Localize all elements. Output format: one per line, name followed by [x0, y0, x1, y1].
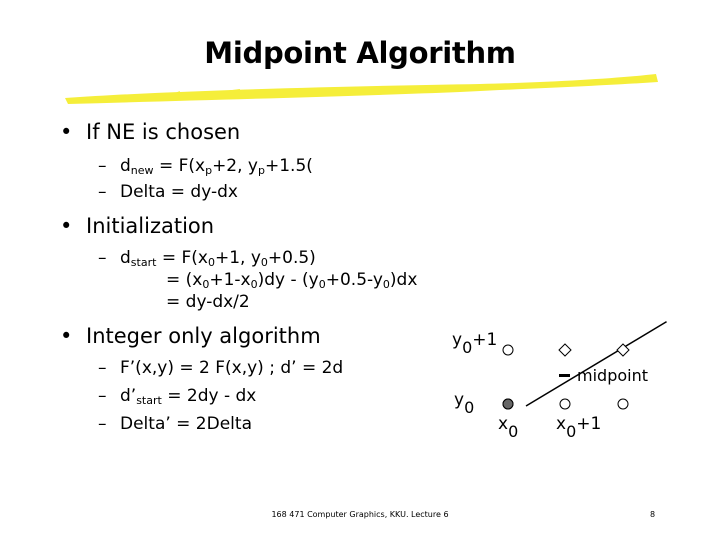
formula-sub: new: [130, 164, 154, 177]
dstart-line-3: = dy-dx/2: [166, 292, 250, 312]
label-part: y: [452, 330, 463, 350]
pixel-circle: [618, 399, 628, 409]
label-sub: 0: [566, 422, 577, 441]
formula-part: +1, y: [214, 248, 261, 268]
formula-part: +0.5-y: [325, 270, 383, 290]
raster-line: [526, 322, 666, 406]
bullet-text: Initialization: [86, 214, 215, 238]
page-number: 8: [650, 510, 656, 519]
formula-part: )dx: [389, 270, 418, 290]
formula-part: d: [120, 248, 131, 268]
midpoint-diagram: [440, 318, 680, 458]
bullet-dot: •: [60, 324, 73, 348]
formula-part: +0.5): [267, 248, 316, 268]
dstart-line-2: [166, 270, 417, 291]
label-sub: 0: [508, 422, 519, 441]
sub-dprime-start: [98, 386, 256, 407]
dash: –: [98, 386, 107, 406]
title-highlight-stroke: [60, 70, 660, 110]
formula-part: +1-x: [209, 270, 251, 290]
pixel-circle: [503, 345, 513, 355]
slide-title: Midpoint Algorithm: [204, 36, 516, 70]
slide-footer: 168 471 Computer Graphics, KKU. Lecture 6: [271, 510, 449, 519]
label-y0: [454, 390, 474, 417]
pixel-e-circle: [560, 399, 570, 409]
formula-part: +2, y: [212, 156, 258, 176]
formula-text: F’(x,y) = 2 F(x,y) ; d’ = 2d: [120, 358, 344, 378]
formula-sub: 0: [207, 256, 215, 269]
formula-sub: p: [258, 164, 265, 177]
formula-sub: start: [130, 256, 157, 269]
pixel-ne-diamond: [559, 344, 571, 356]
formula-text: Delta’ = 2Delta: [120, 414, 252, 434]
label-sub: 0: [462, 338, 473, 357]
formula-part: = 2dy - dx: [161, 386, 257, 406]
formula-sub: 0: [250, 278, 258, 291]
label-part: y: [454, 390, 465, 410]
formula-text: Delta = dy-dx: [120, 182, 238, 202]
bullet-text: Integer only algorithm: [86, 324, 321, 348]
formula-sub: 0: [260, 256, 268, 269]
start-pixel: [503, 399, 513, 409]
dash: –: [98, 182, 107, 202]
sub-fprime: [98, 358, 343, 378]
formula-sub: start: [136, 394, 162, 407]
midpoint-marker: [559, 374, 570, 377]
formula-sub: p: [205, 164, 213, 177]
bullet-dot: •: [60, 120, 73, 144]
label-part: +1: [576, 414, 602, 434]
dash: –: [98, 358, 107, 378]
sub-delta-prime: [98, 414, 252, 434]
bullet-integer-only: [60, 324, 321, 348]
bullet-ne-chosen: [60, 120, 240, 144]
formula-part: )dy - (y: [257, 270, 319, 290]
sub-delta: [98, 182, 238, 202]
formula-part: = F(x: [156, 248, 208, 268]
label-y0-plus-1: [452, 330, 497, 357]
formula-sub: 0: [202, 278, 210, 291]
label-part: x: [556, 414, 567, 434]
sub-dstart: [98, 248, 316, 269]
formula-part: d: [120, 156, 131, 176]
label-part: +1: [472, 330, 498, 350]
dash: –: [98, 414, 107, 434]
bullet-dot: •: [60, 214, 73, 238]
label-midpoint: midpoint: [577, 366, 648, 385]
label-part: x: [498, 414, 509, 434]
dash: –: [98, 156, 107, 176]
formula-part: = (x: [166, 270, 203, 290]
bullet-initialization: [60, 214, 214, 238]
formula-sub: 0: [382, 278, 390, 291]
label-x0-plus-1: [556, 414, 601, 441]
label-x0: [498, 414, 518, 441]
bullet-text: If NE is chosen: [86, 120, 241, 144]
formula-part: +1.5(: [264, 156, 313, 176]
sub-dnew: [98, 156, 313, 177]
dash: –: [98, 248, 107, 268]
formula-part: d’: [120, 386, 137, 406]
line-end-tick: [665, 321, 667, 323]
formula-sub: 0: [318, 278, 326, 291]
formula-part: = F(x: [153, 156, 206, 176]
label-sub: 0: [464, 398, 475, 417]
